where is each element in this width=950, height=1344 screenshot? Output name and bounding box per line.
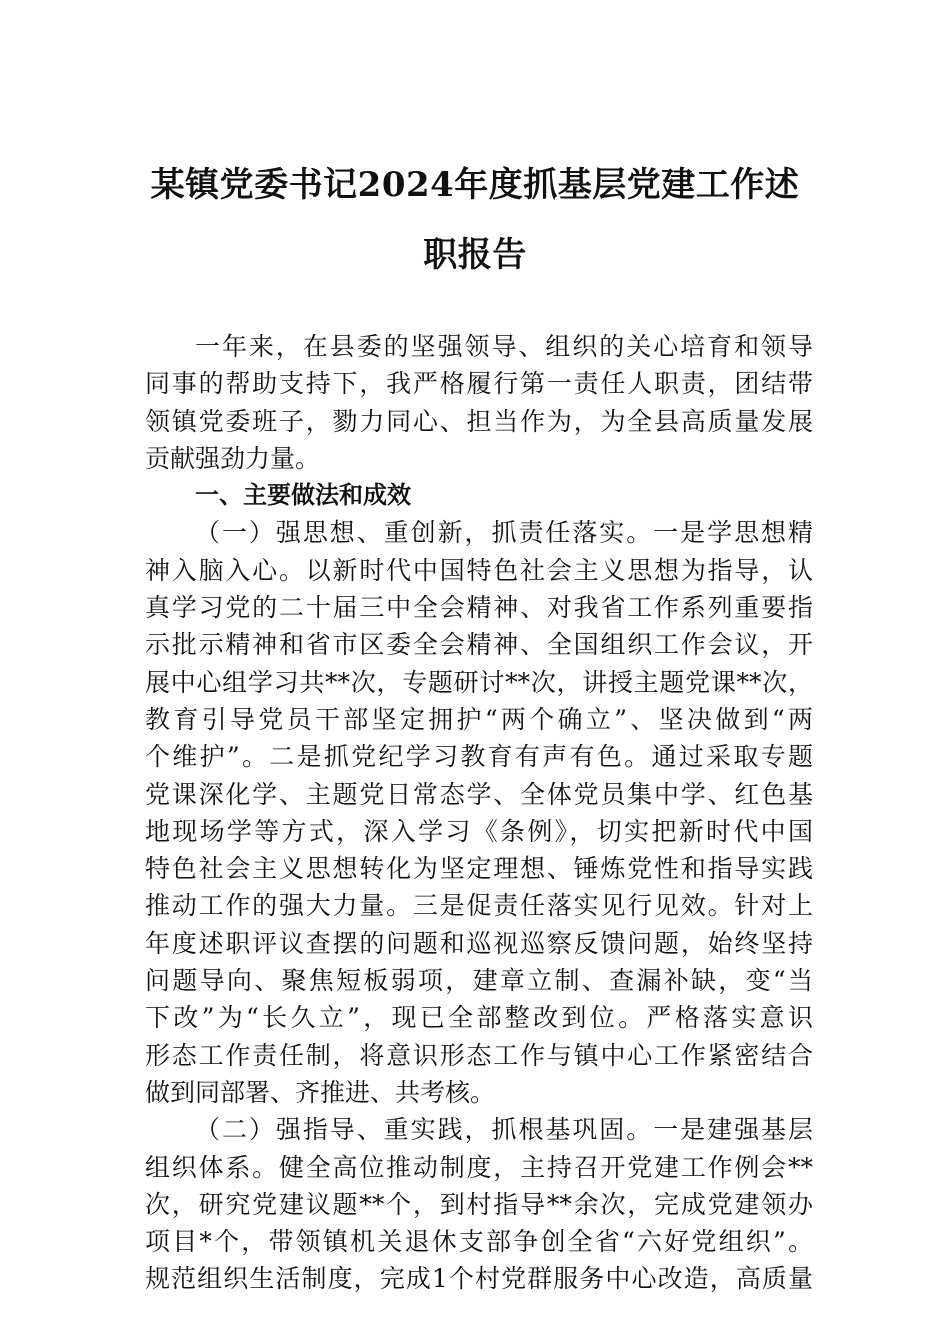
paragraph-line: 示批示精神和省市区委全会精神、全国组织工作会议，开 xyxy=(145,630,813,660)
document-title-line-1: 某镇党委书记2024年度抓基层党建工作述 xyxy=(150,165,800,205)
document-title-line-2: 职报告 xyxy=(423,235,527,275)
paragraph-line: 神入脑入心。以新时代中国特色社会主义思想为指导，认 xyxy=(145,555,813,585)
paragraph-line: 推动工作的强大力量。三是促责任落实见行见效。针对上 xyxy=(145,891,813,921)
paragraph-line: 特色社会主义思想转化为坚定理想、锤炼党性和指导实践 xyxy=(145,854,813,884)
paragraph-line: 规范组织生活制度，完成1个村党群服务中心改造，高质量 xyxy=(145,1264,813,1294)
paragraph-line: 教育引导党员干部坚定拥护“两个确立”、坚决做到“两 xyxy=(145,704,813,734)
paragraph-line: （二）强指导、重实践，抓根基巩固。一是建强基层 xyxy=(195,1115,813,1145)
document-body xyxy=(145,328,813,1298)
paragraph-line: 个维护”。二是抓党纪学习教育有声有色。通过采取专题 xyxy=(145,742,813,772)
paragraph-line: 项目*个，带领镇机关退休支部争创全省“六好党组织”。 xyxy=(145,1227,813,1257)
section-heading: 一、主要做法和成效 xyxy=(195,481,411,510)
paragraph-line: 次，研究党建议题**个，到村指导**余次，完成党建领办 xyxy=(145,1189,813,1219)
intro-line: 贡献强劲力量。 xyxy=(145,443,321,473)
paragraph-line: 真学习党的二十届三中全会精神、对我省工作系列重要指 xyxy=(145,593,813,623)
paragraph-line: 做到同部署、齐推进、共考核。 xyxy=(145,1077,496,1107)
paragraph-line: 问题导向、聚焦短板弱项，建章立制、查漏补缺，变“当 xyxy=(145,966,813,996)
paragraph-line: 组织体系。健全高位推动制度，主持召开党建工作例会** xyxy=(145,1152,813,1182)
intro-line: 领镇党委班子，勠力同心、担当作为，为全县高质量发展 xyxy=(145,406,813,436)
paragraph-line: 展中心组学习共**次，专题研讨**次，讲授主题党课**次， xyxy=(145,667,813,697)
paragraph-line: 年度述职评议查摆的问题和巡视巡察反馈问题，始终坚持 xyxy=(145,928,813,958)
intro-line: 同事的帮助支持下，我严格履行第一责任人职责，团结带 xyxy=(145,369,813,399)
intro-line: 一年来，在县委的坚强领导、组织的关心培育和领导 xyxy=(195,332,813,361)
paragraph-line: （一）强思想、重创新，抓责任落实。一是学思想精 xyxy=(195,518,813,548)
paragraph-line: 形态工作责任制，将意识形态工作与镇中心工作紧密结合 xyxy=(145,1040,813,1070)
paragraph-line: 下改”为“长久立”，现已全部整改到位。严格落实意识 xyxy=(145,1003,813,1033)
paragraph-line: 地现场学等方式，深入学习《条例》，切实把新时代中国 xyxy=(145,816,813,846)
paragraph-line: 党课深化学、主题党日常态学、全体党员集中学、红色基 xyxy=(145,779,813,809)
